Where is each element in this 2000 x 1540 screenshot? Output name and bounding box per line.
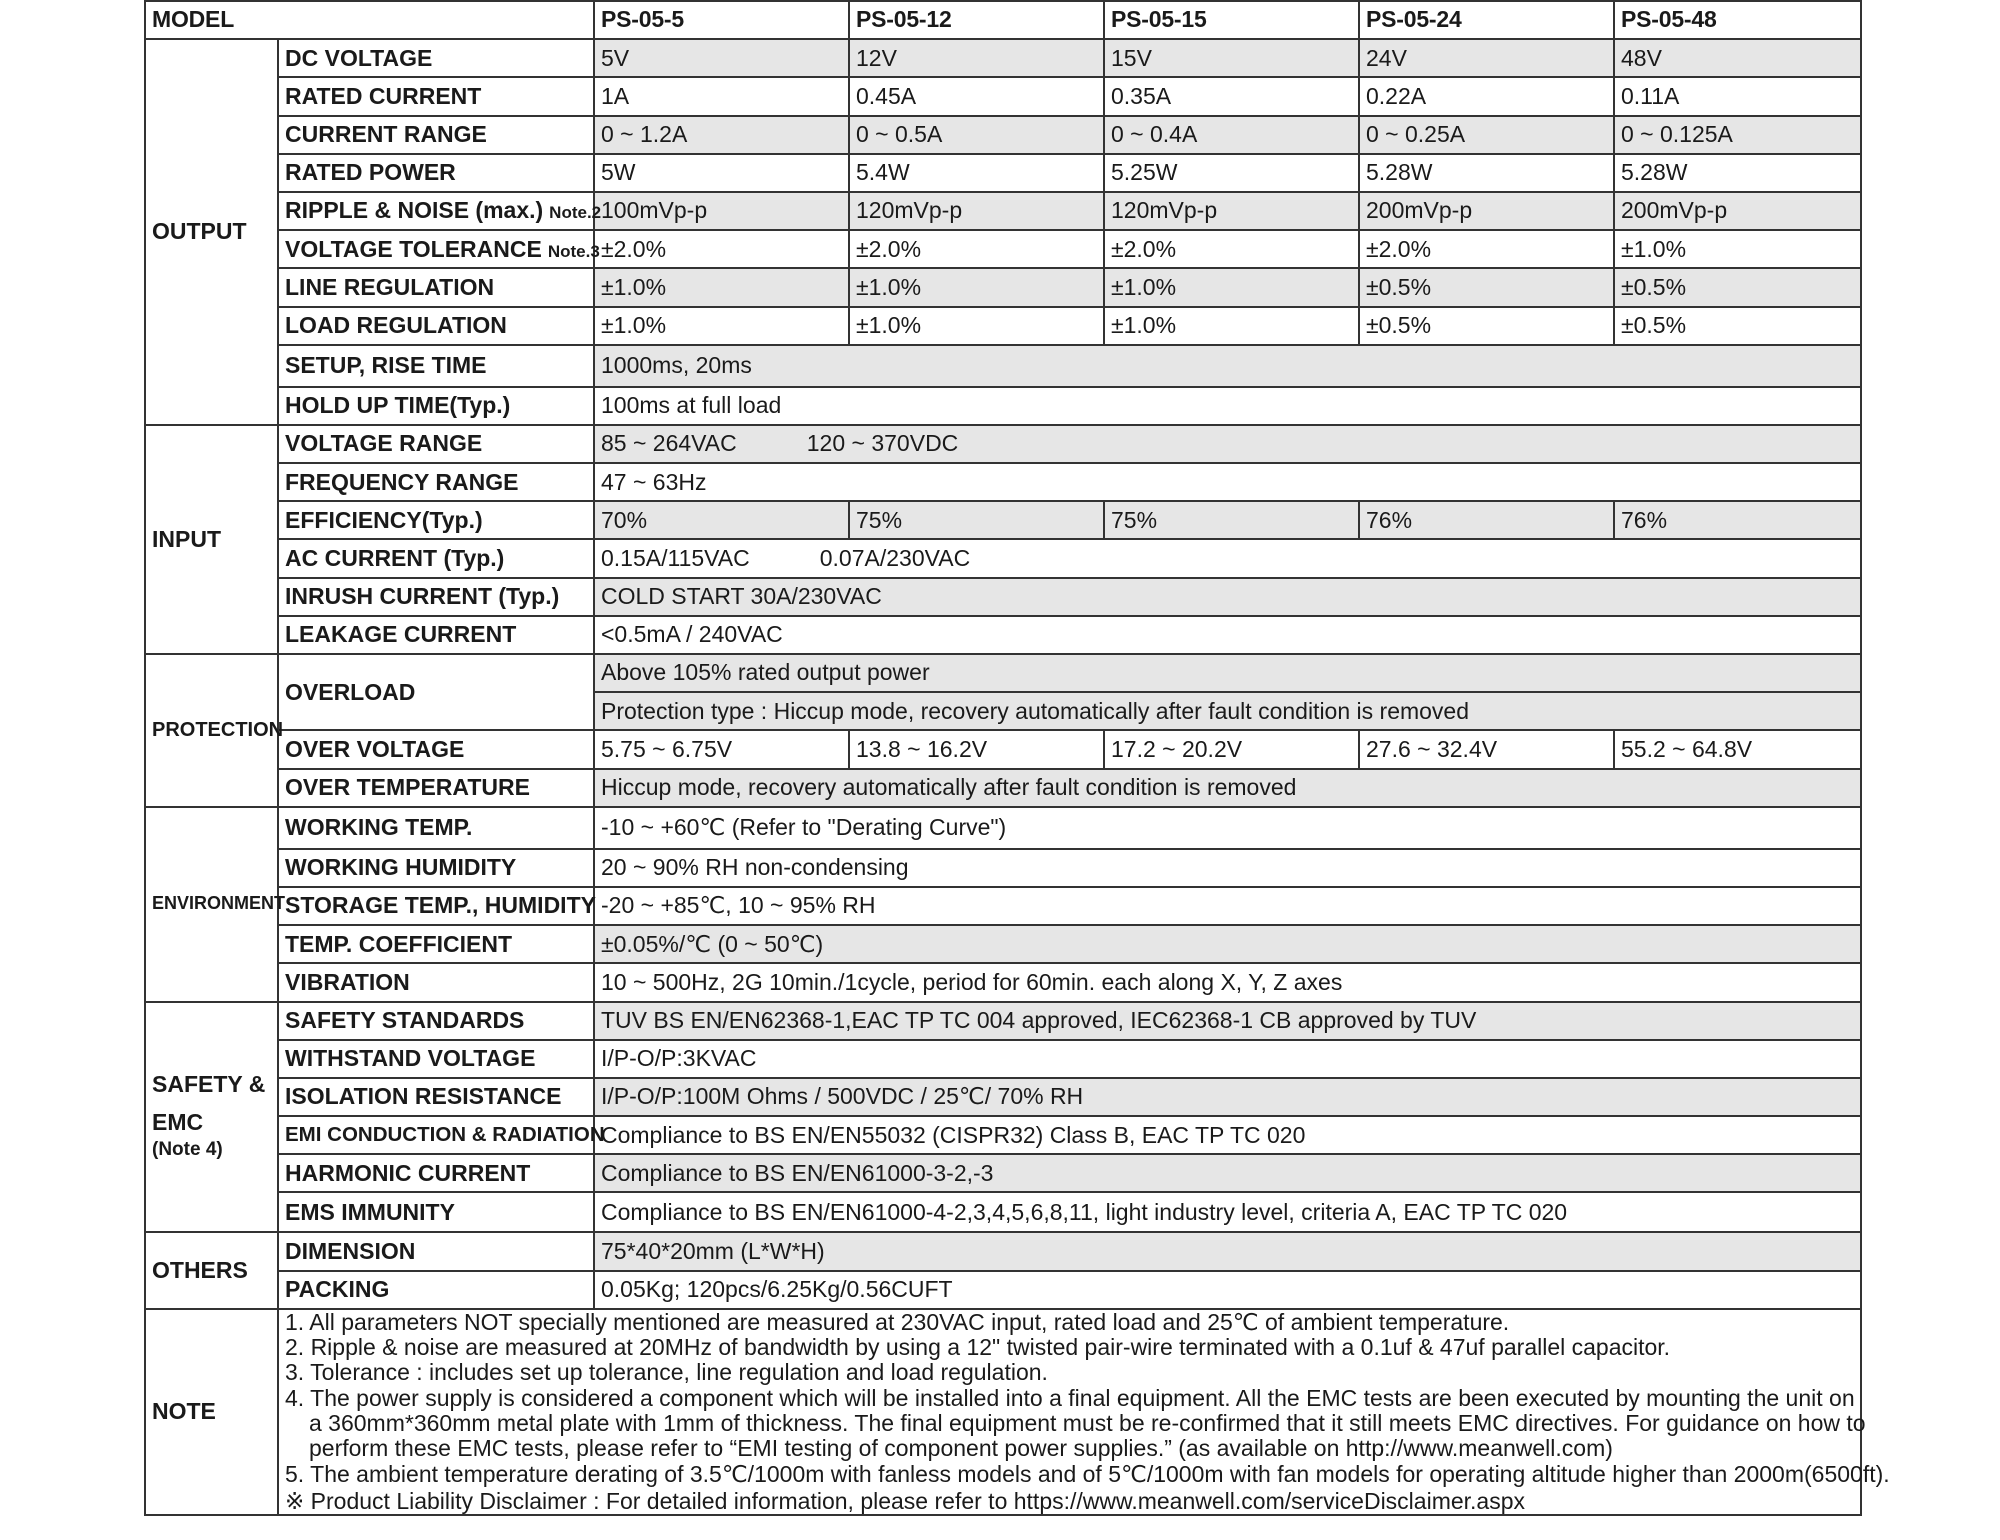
value-cell: I/P-O/P:3KVAC	[594, 1040, 1861, 1078]
safety-group-note: (Note 4)	[152, 1138, 223, 1160]
value-cell: ±2.0%	[1359, 230, 1614, 268]
value-cell: 10 ~ 500Hz, 2G 10min./1cycle, period for 60min. each along X, Y, Z axes	[594, 963, 1861, 1001]
value-cell: 75%	[1104, 501, 1359, 539]
packing-row	[145, 1271, 1861, 1309]
harmonic-row	[145, 1154, 1861, 1192]
value-cell: ±0.05%/℃ (0 ~ 50℃)	[594, 925, 1861, 963]
model-name: PS-05-15	[1104, 1, 1359, 39]
param-label: OVER TEMPERATURE	[278, 769, 594, 807]
others-group-label: OTHERS	[145, 1232, 278, 1308]
safety-group-line2: EMC	[152, 1108, 204, 1135]
value-115: 0.15A/115VAC	[601, 544, 750, 571]
param-label: CURRENT RANGE	[278, 116, 594, 154]
value-cell: 13.8 ~ 16.2V	[849, 730, 1104, 768]
param-label: RATED POWER	[278, 154, 594, 192]
param-label: DIMENSION	[278, 1232, 594, 1270]
param-label: LEAKAGE CURRENT	[278, 616, 594, 654]
safety-standards-row	[145, 1002, 1861, 1040]
value-cell: ±0.5%	[1614, 307, 1861, 345]
protection-group-label: PROTECTION	[145, 654, 278, 807]
over-voltage-row	[145, 730, 1861, 768]
value-cell: 0.05Kg; 120pcs/6.25Kg/0.56CUFT	[594, 1271, 1861, 1309]
note-item: perform these EMC tests, please refer to “EMI testing of component power supplies.” (as available on http://www.meanwell.com)	[309, 1435, 1613, 1462]
param-label: HOLD UP TIME(Typ.)	[278, 387, 594, 425]
value-cell: ±1.0%	[1104, 268, 1359, 306]
value-cell: 47 ~ 63Hz	[594, 463, 1861, 501]
value-cell: 55.2 ~ 64.8V	[1614, 730, 1861, 768]
value-cell: -10 ~ +60℃ (Refer to "Derating Curve")	[594, 807, 1861, 849]
value-cell: TUV BS EN/EN62368-1,EAC TP TC 004 approved, IEC62368-1 CB approved by TUV	[594, 1002, 1861, 1040]
hold-up-row	[145, 387, 1861, 425]
model-name: PS-05-5	[594, 1, 849, 39]
param-label: EMS IMMUNITY	[278, 1192, 594, 1232]
storage-row	[145, 887, 1861, 925]
value-cell: ±2.0%	[849, 230, 1104, 268]
param-label: OVERLOAD	[278, 654, 594, 730]
over-temperature-row	[145, 769, 1861, 807]
notes-cell	[278, 1308, 1890, 1515]
value-cell: ±1.0%	[594, 268, 849, 306]
value-cell: ±1.0%	[594, 307, 849, 345]
value-ac: 85 ~ 264VAC	[601, 430, 737, 457]
model-row	[145, 1, 1861, 39]
param-label: OVER VOLTAGE	[278, 730, 594, 768]
value-cell	[594, 539, 1861, 577]
value-cell: Above 105% rated output power	[594, 654, 1861, 692]
rated-current-row	[145, 77, 1861, 115]
value-cell: ±0.5%	[1614, 268, 1861, 306]
value-cell: 0.22A	[1359, 77, 1614, 115]
model-name: PS-05-12	[849, 1, 1104, 39]
value-cell: ±1.0%	[1104, 307, 1359, 345]
param-label: VOLTAGE RANGE	[278, 425, 594, 463]
voltage-range-row	[145, 425, 1861, 463]
value-cell: ±2.0%	[594, 230, 849, 268]
param-label: LINE REGULATION	[278, 268, 594, 306]
value-cell: Compliance to BS EN/EN61000-3-2,-3	[594, 1154, 1861, 1192]
value-cell: 1000ms, 20ms	[594, 345, 1861, 387]
value-dc: 120 ~ 370VDC	[806, 430, 959, 457]
value-cell: <0.5mA / 240VAC	[594, 616, 1861, 654]
value-cell: 0 ~ 0.125A	[1614, 116, 1861, 154]
value-cell: Hiccup mode, recovery automatically after fault condition is removed	[594, 769, 1861, 807]
note-item: 3. Tolerance : includes set up tolerance, line regulation and load regulation.	[285, 1359, 1048, 1386]
value-cell: 24V	[1359, 39, 1614, 77]
value-cell: 76%	[1359, 501, 1614, 539]
note-ref: Note.3	[547, 241, 600, 261]
value-cell: 100mVp-p	[594, 192, 849, 230]
value-cell: ±1.0%	[849, 307, 1104, 345]
note-item: 4. The power supply is considered a component which will be installed into a final equipment. All the EMC tests are been executed by mounting the unit on	[285, 1384, 1855, 1411]
param-label: DC VOLTAGE	[278, 39, 594, 77]
vibration-row	[145, 963, 1861, 1001]
value-cell: 75*40*20mm (L*W*H)	[594, 1232, 1861, 1270]
param-label: WITHSTAND VOLTAGE	[278, 1040, 594, 1078]
efficiency-row	[145, 501, 1861, 539]
param-label	[278, 230, 600, 268]
value-cell: 5.28W	[1614, 154, 1861, 192]
param-label: FREQUENCY RANGE	[278, 463, 594, 501]
withstand-voltage-row	[145, 1040, 1861, 1078]
value-cell: 0.45A	[849, 77, 1104, 115]
model-label: MODEL	[145, 1, 594, 39]
value-cell: 120mVp-p	[1104, 192, 1359, 230]
value-cell: 0.35A	[1104, 77, 1359, 115]
value-cell: 76%	[1614, 501, 1861, 539]
environment-group-label: ENVIRONMENT	[145, 807, 278, 1002]
value-cell: Compliance to BS EN/EN61000-4-2,3,4,5,6,8,11, light industry level, criteria A, EAC TP TC 020	[594, 1192, 1861, 1232]
model-name: PS-05-24	[1359, 1, 1614, 39]
value-cell: 12V	[849, 39, 1104, 77]
input-group-label: INPUT	[145, 425, 278, 654]
value-cell: 75%	[849, 501, 1104, 539]
value-cell: 5W	[594, 154, 849, 192]
value-cell: 200mVp-p	[1614, 192, 1861, 230]
value-cell: Compliance to BS EN/EN55032 (CISPR32) Class B, EAC TP TC 020	[594, 1116, 1861, 1154]
value-cell: 5.28W	[1359, 154, 1614, 192]
output-group-label: OUTPUT	[145, 39, 278, 425]
value-cell: -20 ~ +85℃, 10 ~ 95% RH	[594, 887, 1861, 925]
dc-voltage-row	[145, 39, 1861, 77]
ac-current-row	[145, 539, 1861, 577]
param-label: HARMONIC CURRENT	[278, 1154, 594, 1192]
param-label: WORKING TEMP.	[278, 807, 594, 849]
safety-group-label	[145, 1002, 278, 1233]
disclaimer: ※ Product Liability Disclaimer : For detailed information, please refer to https://www.meanwell.com/serviceDisclaimer.aspx	[285, 1487, 1526, 1514]
frequency-range-row	[145, 463, 1861, 501]
param-label: VIBRATION	[278, 963, 594, 1001]
value-cell: ±1.0%	[1614, 230, 1861, 268]
value-cell: 200mVp-p	[1359, 192, 1614, 230]
param-label: EFFICIENCY(Typ.)	[278, 501, 594, 539]
value-cell: 5.75 ~ 6.75V	[594, 730, 849, 768]
working-humidity-row	[145, 849, 1861, 887]
spec-table	[144, 0, 1890, 1516]
leakage-current-row	[145, 616, 1861, 654]
rated-power-row	[145, 154, 1861, 192]
param-label: INRUSH CURRENT (Typ.)	[278, 578, 594, 616]
param-label: SAFETY STANDARDS	[278, 1002, 594, 1040]
param-label	[278, 192, 602, 230]
value-cell: 5.4W	[849, 154, 1104, 192]
value-cell: ±2.0%	[1104, 230, 1359, 268]
value-cell: 120mVp-p	[849, 192, 1104, 230]
param-label-text: VOLTAGE TOLERANCE	[285, 235, 542, 262]
value-cell: 1A	[594, 77, 849, 115]
note-ref: Note.2	[549, 203, 602, 223]
value-cell: 0 ~ 0.25A	[1359, 116, 1614, 154]
note-item: a 360mm*360mm metal plate with 1mm of thickness. The final equipment must be re-confirmed that it still meets EMC directives. For guidance on how to	[309, 1410, 1866, 1436]
notes-row	[145, 1309, 1861, 1515]
param-label: EMI CONDUCTION & RADIATION	[278, 1116, 594, 1154]
note-group-label: NOTE	[145, 1309, 278, 1515]
setup-rise-row	[145, 345, 1861, 387]
value-cell: 15V	[1104, 39, 1359, 77]
safety-group-line1: SAFETY &	[152, 1070, 266, 1097]
value-cell: 5V	[594, 39, 849, 77]
note-item: 5. The ambient temperature derating of 3.5℃/1000m with fanless models and of 5℃/1000m with fan models for operating altitude higher than 2000m(6500ft).	[285, 1460, 1890, 1487]
value-cell	[594, 425, 1861, 463]
param-label: PACKING	[278, 1271, 594, 1309]
line-regulation-row	[145, 268, 1861, 306]
note-item: 1. All parameters NOT specially mentioned are measured at 230VAC input, rated load and 25℃ of ambient temperature.	[285, 1308, 1510, 1335]
dimension-row	[145, 1232, 1861, 1270]
value-cell: 0 ~ 0.4A	[1104, 116, 1359, 154]
value-cell: 20 ~ 90% RH non-condensing	[594, 849, 1861, 887]
voltage-tolerance-row	[145, 230, 1861, 268]
value-cell: 70%	[594, 501, 849, 539]
temp-coefficient-row	[145, 925, 1861, 963]
param-label: WORKING HUMIDITY	[278, 849, 594, 887]
overload-row-1	[145, 654, 1861, 692]
working-temp-row	[145, 807, 1861, 849]
value-cell: Protection type : Hiccup mode, recovery automatically after fault condition is removed	[594, 692, 1861, 730]
param-label: ISOLATION RESISTANCE	[278, 1078, 594, 1116]
emi-row	[145, 1116, 1861, 1154]
value-cell: 48V	[1614, 39, 1861, 77]
param-label-text: RIPPLE & NOISE (max.)	[285, 197, 544, 224]
isolation-resistance-row	[145, 1078, 1861, 1116]
param-label: RATED CURRENT	[278, 77, 594, 115]
current-range-row	[145, 116, 1861, 154]
param-label: STORAGE TEMP., HUMIDITY	[278, 887, 594, 925]
note-item: 2. Ripple & noise are measured at 20MHz of bandwidth by using a 12" twisted pair-wire terminated with a 0.1uf & 47uf parallel capacitor.	[285, 1334, 1671, 1361]
ems-row	[145, 1192, 1861, 1232]
value-cell: 0 ~ 0.5A	[849, 116, 1104, 154]
param-label: AC CURRENT (Typ.)	[278, 539, 594, 577]
value-cell: ±1.0%	[849, 268, 1104, 306]
value-cell: 17.2 ~ 20.2V	[1104, 730, 1359, 768]
param-label: TEMP. COEFFICIENT	[278, 925, 594, 963]
value-cell: ±0.5%	[1359, 307, 1614, 345]
value-cell: 0.11A	[1614, 77, 1861, 115]
load-regulation-row	[145, 307, 1861, 345]
value-cell: ±0.5%	[1359, 268, 1614, 306]
value-cell: 0 ~ 1.2A	[594, 116, 849, 154]
value-cell: 5.25W	[1104, 154, 1359, 192]
param-label: LOAD REGULATION	[278, 307, 594, 345]
ripple-noise-row	[145, 192, 1861, 230]
value-cell: 100ms at full load	[594, 387, 1861, 425]
model-name: PS-05-48	[1614, 1, 1861, 39]
value-230: 0.07A/230VAC	[819, 544, 971, 571]
value-cell: 27.6 ~ 32.4V	[1359, 730, 1614, 768]
inrush-current-row	[145, 578, 1861, 616]
value-cell: I/P-O/P:100M Ohms / 500VDC / 25℃/ 70% RH	[594, 1078, 1861, 1116]
value-cell: COLD START 30A/230VAC	[594, 578, 1861, 616]
param-label: SETUP, RISE TIME	[278, 345, 594, 387]
